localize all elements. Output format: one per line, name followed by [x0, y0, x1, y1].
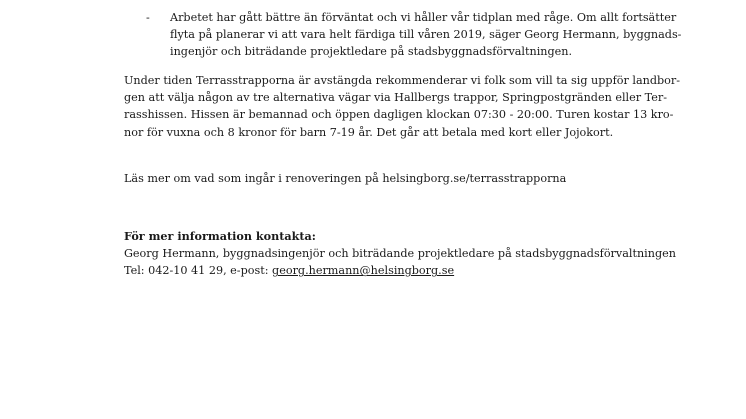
paragraph-line: Under tiden Terrasstrapporna är avstängda rekommenderar vi folk som vill ta sig uppför landbor- — [124, 74, 681, 87]
alternative-routes-paragraph — [124, 72, 681, 141]
email-link[interactable]: georg.hermann@helsingborg.se — [272, 264, 455, 278]
quote-line: ingenjör och biträdande projektledare på stadsbyggnadsförvaltningen. — [170, 45, 573, 59]
quote-line: flyta på planerar vi att vara helt färdiga till våren 2019, säger Georg Hermann, byggnads- — [170, 28, 682, 42]
contact-tel: Tel: 042-10 41 29, e-post: — [124, 264, 273, 278]
paragraph-line: gen att välja någon av tre alternativa vägar via Hallbergs trappor, Springpostgränden eller Ter- — [124, 91, 667, 105]
quote-text — [170, 9, 682, 61]
bullet-marker: - — [146, 11, 150, 24]
contact-details — [124, 262, 664, 279]
paragraph-line: nor för vuxna och 8 kronor för barn 7-19 år. Det går att betala med kort eller Jojokort. — [124, 125, 614, 139]
read-more-text: Läs mer om vad som ingår i renoveringen på helsingborg.se/terrasstrapporna — [124, 172, 567, 185]
contact-heading: För mer information kontakta: — [124, 229, 316, 243]
read-more-paragraph — [124, 170, 664, 187]
paragraph-line: rasshissen. Hissen är bemannad och öppen dagligen klockan 07:30 - 20:00. Turen kostar 13 kro- — [124, 108, 674, 122]
contact-name: Georg Hermann, byggnadsingenjör och biträdande projektledare på stadsbyggnadsförvaltningen — [124, 247, 676, 261]
quote-line: Arbetet har gått bättre än förväntat och vi håller vår tidplan med råge. Om allt fortsätter — [170, 11, 677, 24]
contact-section — [124, 228, 676, 280]
